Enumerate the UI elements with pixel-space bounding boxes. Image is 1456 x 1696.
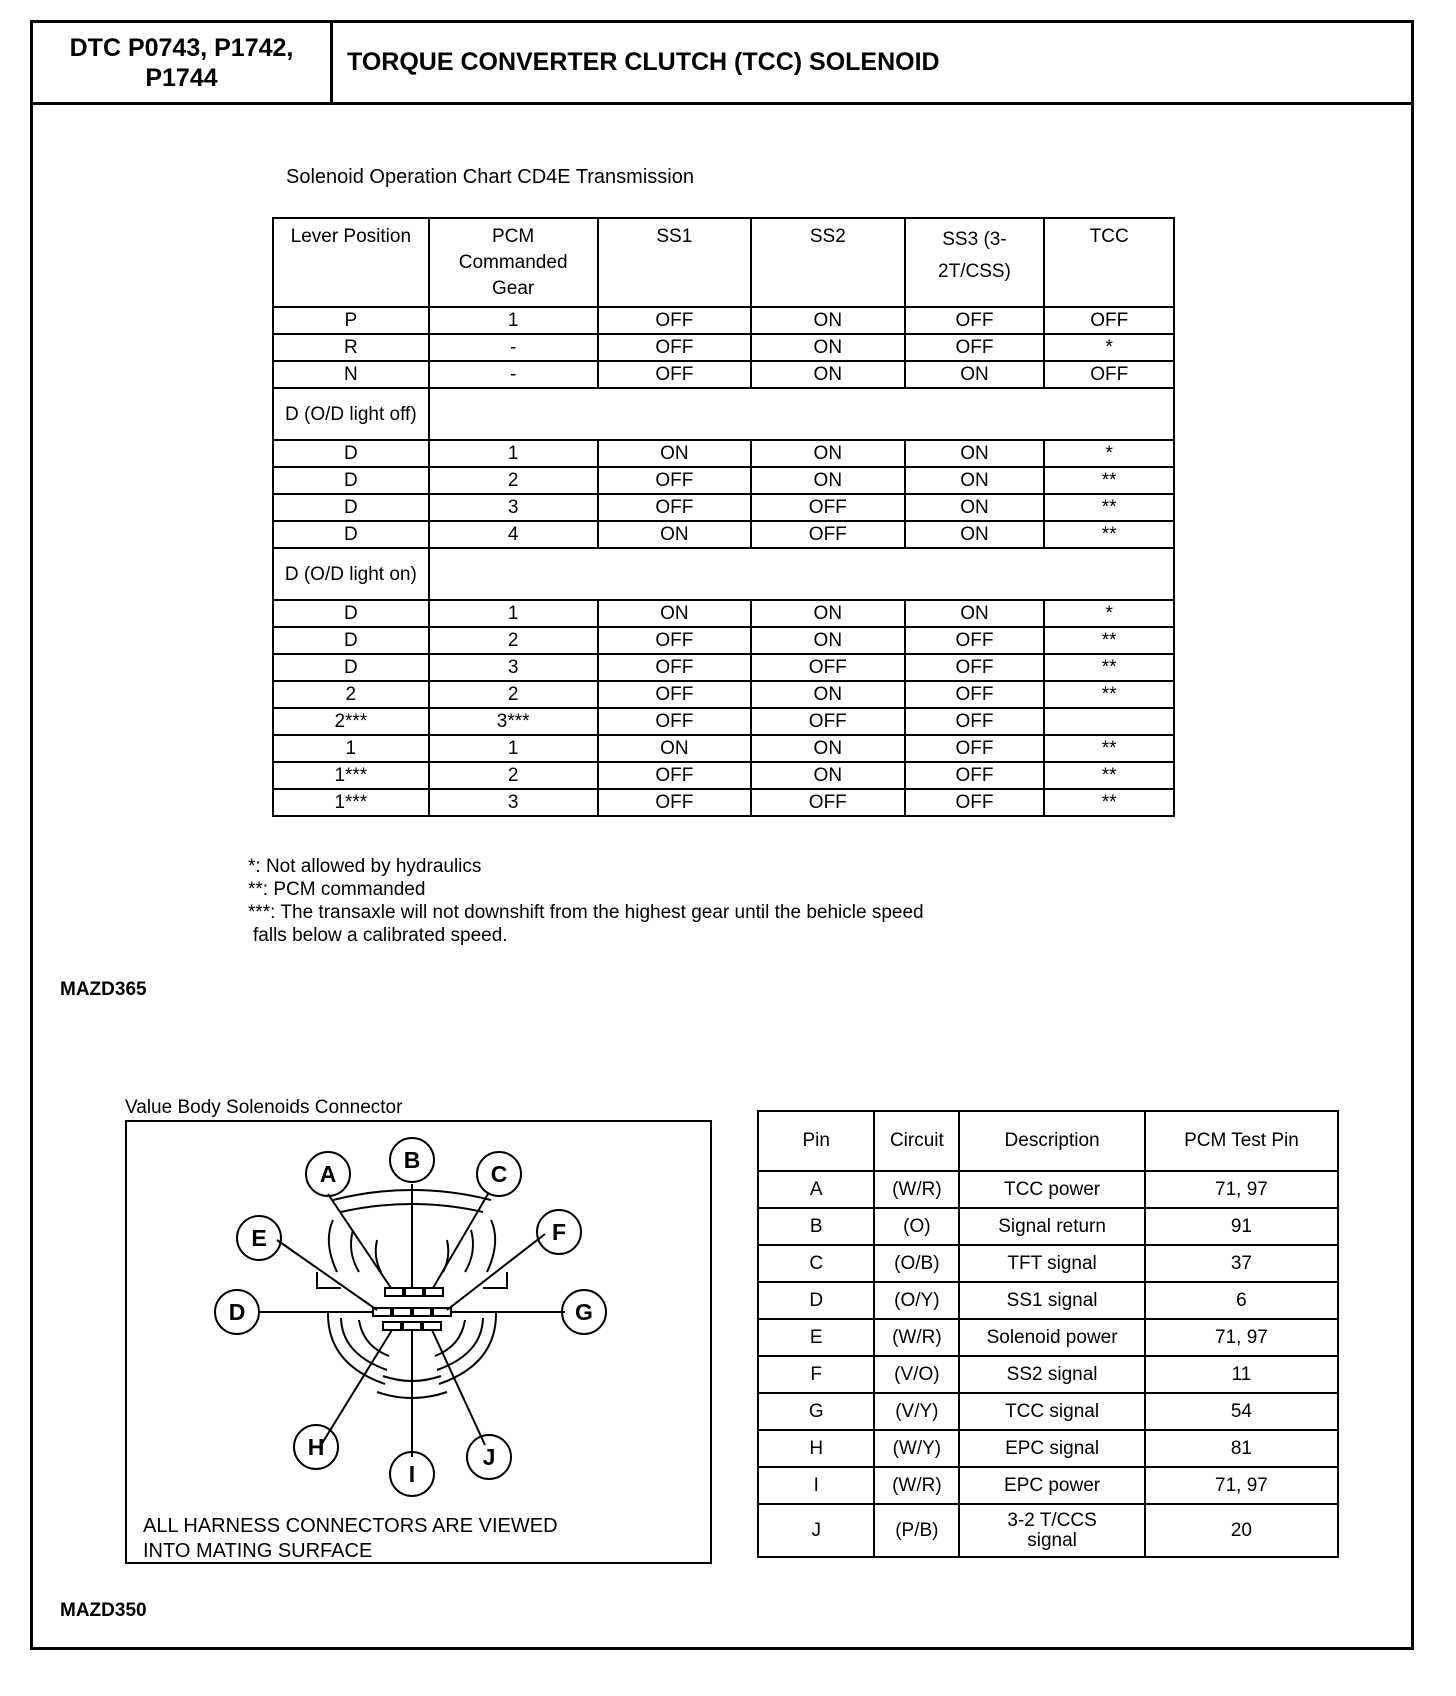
table-header-row xyxy=(273,218,1174,307)
table-cell: ON xyxy=(751,600,904,627)
table-cell: (O/Y) xyxy=(874,1282,959,1319)
table-cell: 1 xyxy=(429,735,598,762)
table-row xyxy=(273,334,1174,361)
pin-label-f: F xyxy=(551,1219,567,1245)
column-header: Lever Position xyxy=(273,218,429,307)
section-label: D (O/D light off) xyxy=(273,388,429,440)
table-row xyxy=(758,1356,1338,1393)
table-cell: TCC power xyxy=(959,1171,1145,1208)
table-row xyxy=(273,600,1174,627)
table-cell: 71, 97 xyxy=(1145,1319,1338,1356)
table-cell: ON xyxy=(751,307,904,334)
table-cell: (V/O) xyxy=(874,1356,959,1393)
table-cell: OFF xyxy=(598,334,751,361)
table-cell: D xyxy=(758,1282,874,1319)
table-row xyxy=(273,361,1174,388)
pin-label-a: A xyxy=(319,1161,337,1187)
column-header: TCC xyxy=(1044,218,1174,307)
table-row xyxy=(758,1282,1338,1319)
table-cell: OFF xyxy=(905,654,1045,681)
table-cell: OFF xyxy=(598,361,751,388)
table-cell: 2 xyxy=(429,681,598,708)
column-header: Description xyxy=(959,1111,1145,1171)
table-cell: 2 xyxy=(273,681,429,708)
table-cell: OFF xyxy=(598,627,751,654)
table-row xyxy=(273,654,1174,681)
table-cell: OFF xyxy=(905,627,1045,654)
table-row xyxy=(758,1430,1338,1467)
table-cell: OFF xyxy=(905,789,1045,816)
table-cell: 6 xyxy=(1145,1282,1338,1319)
table-cell: OFF xyxy=(598,681,751,708)
table-cell: OFF xyxy=(905,334,1045,361)
table-cell: ON xyxy=(905,521,1045,548)
note: *: Not allowed by hydraulics xyxy=(248,856,482,877)
table-cell: F xyxy=(758,1356,874,1393)
connector-arc xyxy=(435,1320,465,1356)
connector-arc xyxy=(359,1320,389,1356)
table-cell: 2 xyxy=(429,627,598,654)
pin-label-b: B xyxy=(403,1147,421,1173)
table-cell: OFF xyxy=(751,521,904,548)
table-cell: ON xyxy=(598,600,751,627)
table-cell: ON xyxy=(905,361,1045,388)
leader-line xyxy=(321,1330,392,1445)
page-title: TORQUE CONVERTER CLUTCH (TCC) SOLENOID xyxy=(347,48,940,76)
table-cell: OFF xyxy=(905,681,1045,708)
connector-arc xyxy=(351,1230,359,1272)
column-header: SS3 (3-2T/CSS) xyxy=(905,218,1045,307)
table-cell: OFF xyxy=(751,789,904,816)
table-cell: 71, 97 xyxy=(1145,1467,1338,1504)
connector-caption: Value Body Solenoids Connector xyxy=(125,1097,403,1118)
table-cell: B xyxy=(758,1208,874,1245)
table-cell: R xyxy=(273,334,429,361)
table-cell: ON xyxy=(598,440,751,467)
table-row xyxy=(758,1245,1338,1282)
table-cell: 1 xyxy=(429,307,598,334)
chart-notes xyxy=(248,855,924,947)
table-row xyxy=(273,735,1174,762)
table-row xyxy=(758,1208,1338,1245)
table-cell: 3 xyxy=(429,494,598,521)
terminal-slot xyxy=(425,1288,443,1296)
connector-arc xyxy=(329,1220,337,1272)
table-cell: D xyxy=(273,521,429,548)
terminal-slot xyxy=(423,1322,441,1330)
table-cell: ON xyxy=(751,681,904,708)
table-cell: 3-2 T/CCS signal xyxy=(959,1504,1145,1557)
table-row xyxy=(273,762,1174,789)
table-cell: H xyxy=(758,1430,874,1467)
column-header: SS1 xyxy=(598,218,751,307)
table-cell: ON xyxy=(905,440,1045,467)
table-cell: OFF xyxy=(598,708,751,735)
table-cell: OFF xyxy=(751,708,904,735)
pin-label-c: C xyxy=(490,1161,508,1187)
table-cell: TFT signal xyxy=(959,1245,1145,1282)
table-cell: D xyxy=(273,494,429,521)
table-cell: ** xyxy=(1044,654,1174,681)
table-cell: 4 xyxy=(429,521,598,548)
terminal-slot xyxy=(385,1288,403,1296)
table-cell: 81 xyxy=(1145,1430,1338,1467)
connector-arc xyxy=(439,1312,496,1384)
table-cell: ** xyxy=(1044,627,1174,654)
table-cell: SS1 signal xyxy=(959,1282,1145,1319)
table-cell: D xyxy=(273,627,429,654)
table-cell: Solenoid power xyxy=(959,1319,1145,1356)
connector-illustration xyxy=(127,1122,710,1562)
connector-note-line: INTO MATING SURFACE xyxy=(143,1540,373,1562)
table-cell: ** xyxy=(1044,494,1174,521)
table-row xyxy=(273,708,1174,735)
table-cell: 11 xyxy=(1145,1356,1338,1393)
table-cell: TCC signal xyxy=(959,1393,1145,1430)
table-cell: OFF xyxy=(598,762,751,789)
table-cell: ** xyxy=(1044,521,1174,548)
pin-label-d: D xyxy=(228,1299,246,1325)
leader-line xyxy=(432,1330,485,1445)
terminal-slot xyxy=(405,1288,423,1296)
table-cell: ** xyxy=(1044,789,1174,816)
connector-arc xyxy=(328,1312,385,1384)
connector-note xyxy=(143,1514,558,1564)
table-cell: OFF xyxy=(905,735,1045,762)
pin-label-g: G xyxy=(575,1299,593,1325)
section-filler xyxy=(429,388,1174,440)
table-cell: C xyxy=(758,1245,874,1282)
table-cell: OFF xyxy=(905,762,1045,789)
connector-diagram xyxy=(125,1120,712,1564)
table-cell: OFF xyxy=(598,789,751,816)
note: **: PCM commanded xyxy=(248,879,426,900)
table-cell: 1*** xyxy=(273,789,429,816)
note: falls below a calibrated speed. xyxy=(253,925,508,946)
table-cell: SS2 signal xyxy=(959,1356,1145,1393)
table-cell: ON xyxy=(598,735,751,762)
terminal-slot xyxy=(383,1322,401,1330)
table-cell: 1 xyxy=(429,600,598,627)
table-cell: ON xyxy=(751,627,904,654)
table-cell: OFF xyxy=(905,307,1045,334)
table-cell: ON xyxy=(905,467,1045,494)
table-row xyxy=(273,521,1174,548)
table-cell: 1 xyxy=(273,735,429,762)
table-cell: Signal return xyxy=(959,1208,1145,1245)
table-cell: OFF xyxy=(905,708,1045,735)
connector-arc xyxy=(465,1230,473,1272)
table-cell: D xyxy=(273,600,429,627)
table-row xyxy=(758,1467,1338,1504)
table-cell: A xyxy=(758,1171,874,1208)
table-cell: D xyxy=(273,440,429,467)
table-cell: 2 xyxy=(429,762,598,789)
table-cell: OFF xyxy=(1044,361,1174,388)
table-cell: OFF xyxy=(598,654,751,681)
table-cell: 3 xyxy=(429,789,598,816)
table-cell: 1 xyxy=(429,440,598,467)
table-header-row xyxy=(758,1111,1338,1171)
pin-label-e: E xyxy=(251,1225,267,1251)
table-cell: ** xyxy=(1044,762,1174,789)
column-header: SS2 xyxy=(751,218,904,307)
table-row xyxy=(273,494,1174,521)
table-cell: (W/R) xyxy=(874,1171,959,1208)
table-row xyxy=(273,440,1174,467)
table-cell: 54 xyxy=(1145,1393,1338,1430)
table-cell: ON xyxy=(751,735,904,762)
table-cell: EPC power xyxy=(959,1467,1145,1504)
table-cell: ON xyxy=(751,440,904,467)
table-cell: ON xyxy=(751,361,904,388)
table-cell: OFF xyxy=(1044,307,1174,334)
section-filler xyxy=(429,548,1174,600)
table-cell: E xyxy=(758,1319,874,1356)
connector-arc xyxy=(487,1220,495,1272)
column-header: PCM Test Pin xyxy=(1145,1111,1338,1171)
table-cell: (O/B) xyxy=(874,1245,959,1282)
table-row xyxy=(273,307,1174,334)
solenoid-chart-caption: Solenoid Operation Chart CD4E Transmission xyxy=(286,166,694,188)
table-cell: 3 xyxy=(429,654,598,681)
table-cell: (W/Y) xyxy=(874,1430,959,1467)
table-cell: ON xyxy=(751,762,904,789)
table-cell: 37 xyxy=(1145,1245,1338,1282)
note: ***: The transaxle will not downshift from the highest gear until the behicle speed xyxy=(248,902,924,923)
table-cell: - xyxy=(429,334,598,361)
table-cell: G xyxy=(758,1393,874,1430)
table-cell: - xyxy=(429,361,598,388)
table-cell: 71, 97 xyxy=(1145,1171,1338,1208)
pin-label-i: I xyxy=(408,1461,416,1487)
dtc-codes: DTC P0743, P1742, P1744 xyxy=(33,23,333,102)
table-row xyxy=(273,388,1174,440)
table-cell: 3*** xyxy=(429,708,598,735)
table-cell: ON xyxy=(751,467,904,494)
table-row xyxy=(758,1504,1338,1557)
table-cell: ON xyxy=(905,494,1045,521)
table-cell: * xyxy=(1044,600,1174,627)
table-cell: ** xyxy=(1044,467,1174,494)
terminal-slot xyxy=(403,1322,421,1330)
terminal-slot xyxy=(413,1308,431,1316)
column-header: Pin xyxy=(758,1111,874,1171)
pin-label-h: H xyxy=(307,1434,325,1460)
table-row xyxy=(273,548,1174,600)
table-cell: (W/R) xyxy=(874,1319,959,1356)
table-cell: N xyxy=(273,361,429,388)
figure-ref: MAZD365 xyxy=(60,979,147,1000)
pin-table xyxy=(757,1110,1339,1558)
table-cell: OFF xyxy=(598,494,751,521)
table-cell: ON xyxy=(751,334,904,361)
table-cell: (O) xyxy=(874,1208,959,1245)
table-row xyxy=(273,627,1174,654)
pin-label-j: J xyxy=(482,1444,496,1470)
column-header: Circuit xyxy=(874,1111,959,1171)
table-cell: 2 xyxy=(429,467,598,494)
section-label: D (O/D light on) xyxy=(273,548,429,600)
table-cell: 2*** xyxy=(273,708,429,735)
table-row xyxy=(273,789,1174,816)
table-cell: EPC signal xyxy=(959,1430,1145,1467)
connector-note-line: ALL HARNESS CONNECTORS ARE VIEWED xyxy=(143,1515,558,1537)
table-cell: D xyxy=(273,467,429,494)
table-cell: ** xyxy=(1044,681,1174,708)
figure-ref: MAZD350 xyxy=(60,1600,147,1621)
table-cell: 1*** xyxy=(273,762,429,789)
table-cell: OFF xyxy=(751,654,904,681)
table-cell: ON xyxy=(598,521,751,548)
leader-line xyxy=(447,1234,545,1310)
table-cell: OFF xyxy=(751,494,904,521)
table-cell xyxy=(1044,708,1174,735)
column-header: PCM Commanded Gear xyxy=(429,218,598,307)
table-row xyxy=(758,1171,1338,1208)
leader-line xyxy=(277,1240,377,1310)
terminal-slot xyxy=(393,1308,411,1316)
table-cell: (P/B) xyxy=(874,1504,959,1557)
table-row xyxy=(273,681,1174,708)
table-cell: * xyxy=(1044,440,1174,467)
table-row xyxy=(758,1319,1338,1356)
table-cell: * xyxy=(1044,334,1174,361)
solenoid-operation-table xyxy=(272,217,1175,817)
table-cell: 91 xyxy=(1145,1208,1338,1245)
table-row xyxy=(273,467,1174,494)
table-row xyxy=(758,1393,1338,1430)
table-cell: (W/R) xyxy=(874,1467,959,1504)
connector-latch xyxy=(317,1272,341,1288)
table-cell: P xyxy=(273,307,429,334)
table-cell: (V/Y) xyxy=(874,1393,959,1430)
table-cell: 20 xyxy=(1145,1504,1338,1557)
table-cell: J xyxy=(758,1504,874,1557)
table-cell: OFF xyxy=(598,307,751,334)
table-cell: OFF xyxy=(598,467,751,494)
table-cell: ON xyxy=(905,600,1045,627)
table-cell: I xyxy=(758,1467,874,1504)
table-cell: ** xyxy=(1044,735,1174,762)
header xyxy=(33,23,1411,105)
table-cell: D xyxy=(273,654,429,681)
